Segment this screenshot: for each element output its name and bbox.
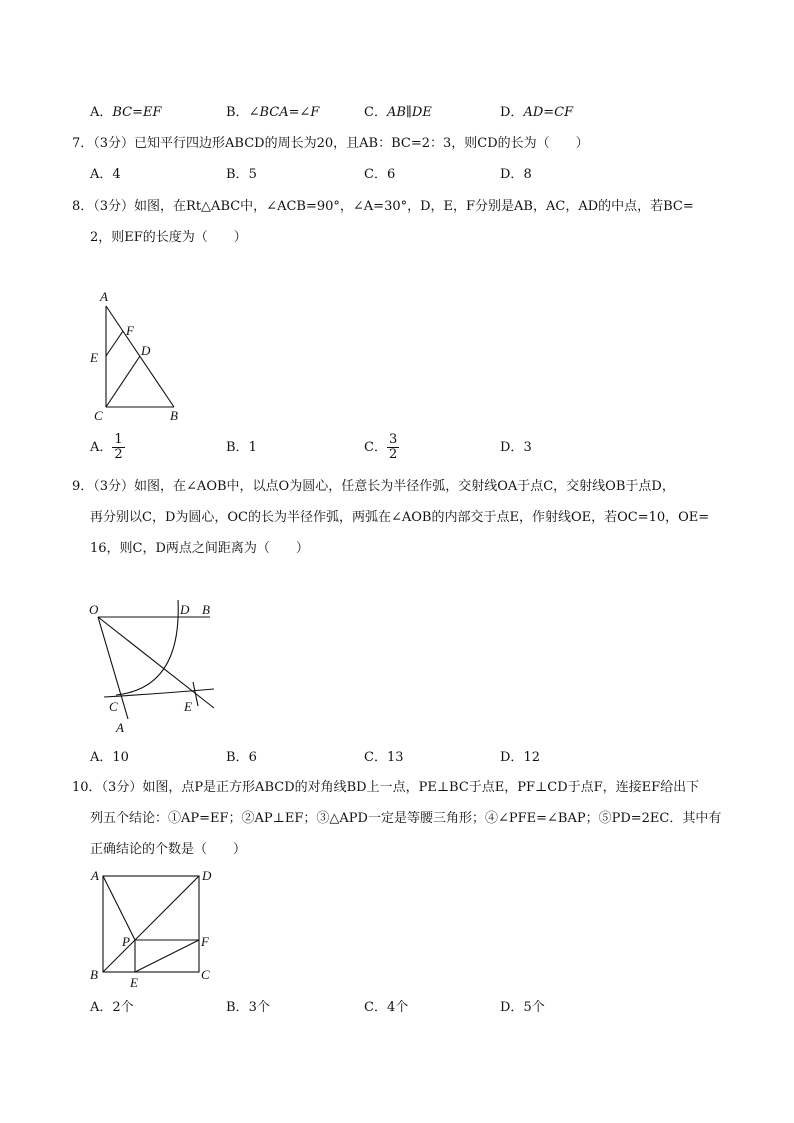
q8-label-d: D	[141, 343, 151, 358]
q9-label-a: A	[116, 720, 124, 735]
q8-label-b: B	[170, 408, 178, 423]
q10-label-f: F	[201, 934, 209, 949]
q6-option-a: A．BC=EF	[90, 105, 162, 120]
q8-option-d: D．3	[500, 440, 532, 455]
q10-question-line3: 正确结论的个数是（ ）	[90, 842, 247, 857]
q7-option-a: A．4	[90, 167, 121, 182]
q8-label-f: F	[126, 323, 134, 338]
q8-label-a: A	[100, 289, 108, 304]
q9-option-c: C．13	[364, 750, 404, 765]
q8-option-c: C． $\frac{3}{2}$	[364, 432, 398, 462]
q8-label-c: C	[94, 408, 103, 423]
q9-question-line3: 16，则C，D两点之间距离为（ ）	[90, 541, 309, 556]
q9-option-d: D．12	[500, 750, 540, 765]
q10-label-c: C	[201, 967, 210, 982]
q7-option-b: B．5	[226, 167, 257, 182]
q6-option-c: C．AB∥DE	[364, 105, 432, 120]
q7-option-c: C．6	[364, 167, 396, 182]
q10-option-b: B．3个	[226, 1000, 270, 1015]
q10-question-line1: 10．（3分）如图，点P是正方形ABCD的对角线BD上一点，PE⊥BC于点E，PF⊥CD于点F，连接EF给出下	[72, 780, 700, 795]
q10-label-a: A	[91, 868, 99, 883]
q6-option-d: D．AD=CF	[500, 105, 574, 120]
q9-label-e: E	[184, 699, 192, 714]
q9-option-b: B．6	[226, 750, 257, 765]
q10-figure	[86, 865, 216, 990]
q10-option-c: C．4个	[364, 1000, 409, 1015]
q10-label-p: P	[122, 934, 130, 949]
q7-option-d: D．8	[500, 167, 532, 182]
q8-option-a: A． $\frac{1}{2}$	[90, 432, 123, 462]
q10-option-a: A．2个	[90, 1000, 134, 1015]
q7-question: 7．（3分）已知平行四边形ABCD的周长为20，且AB：BC=2：3，则CD的长为（ ）	[72, 136, 589, 151]
q8-figure	[80, 285, 190, 425]
q10-label-b: B	[90, 967, 98, 982]
q9-question-line2: 再分别以C，D为圆心，OC的长为半径作弧，两弧在∠AOB的内部交于点E，作射线OE，若OC=10，OE=	[90, 510, 710, 525]
q10-label-e: E	[130, 975, 138, 990]
q9-question-line1: 9．（3分）如图，在∠AOB中，以点O为圆心，任意长为半径作弧，交射线OA于点C，交射线OB于点D，	[72, 479, 675, 494]
q8-question-line2: 2，则EF的长度为（ ）	[90, 230, 247, 245]
q9-label-o: O	[89, 602, 99, 617]
q9-option-a: A．10	[90, 750, 129, 765]
q9-figure	[86, 598, 226, 738]
q10-option-d: D．5个	[500, 1000, 545, 1015]
q8-option-b: B．1	[226, 440, 257, 455]
q9-label-c: C	[109, 699, 118, 714]
q9-label-b: B	[202, 602, 210, 617]
q10-label-d: D	[202, 868, 212, 883]
q9-label-d: D	[180, 602, 190, 617]
q8-label-e: E	[90, 350, 98, 365]
q10-question-line2: 列五个结论：①AP=EF；②AP⊥EF；③△APD一定是等腰三角形；④∠PFE=∠BAP；⑤PD=2EC．其中有	[90, 811, 722, 826]
q8-question-line1: 8．（3分）如图，在Rt△ABC中，∠ACB=90°，∠A=30°，D，E，F分别是AB，AC，AD的中点，若BC=	[72, 199, 694, 214]
q6-option-b: B．∠BCA=∠F	[226, 105, 320, 120]
